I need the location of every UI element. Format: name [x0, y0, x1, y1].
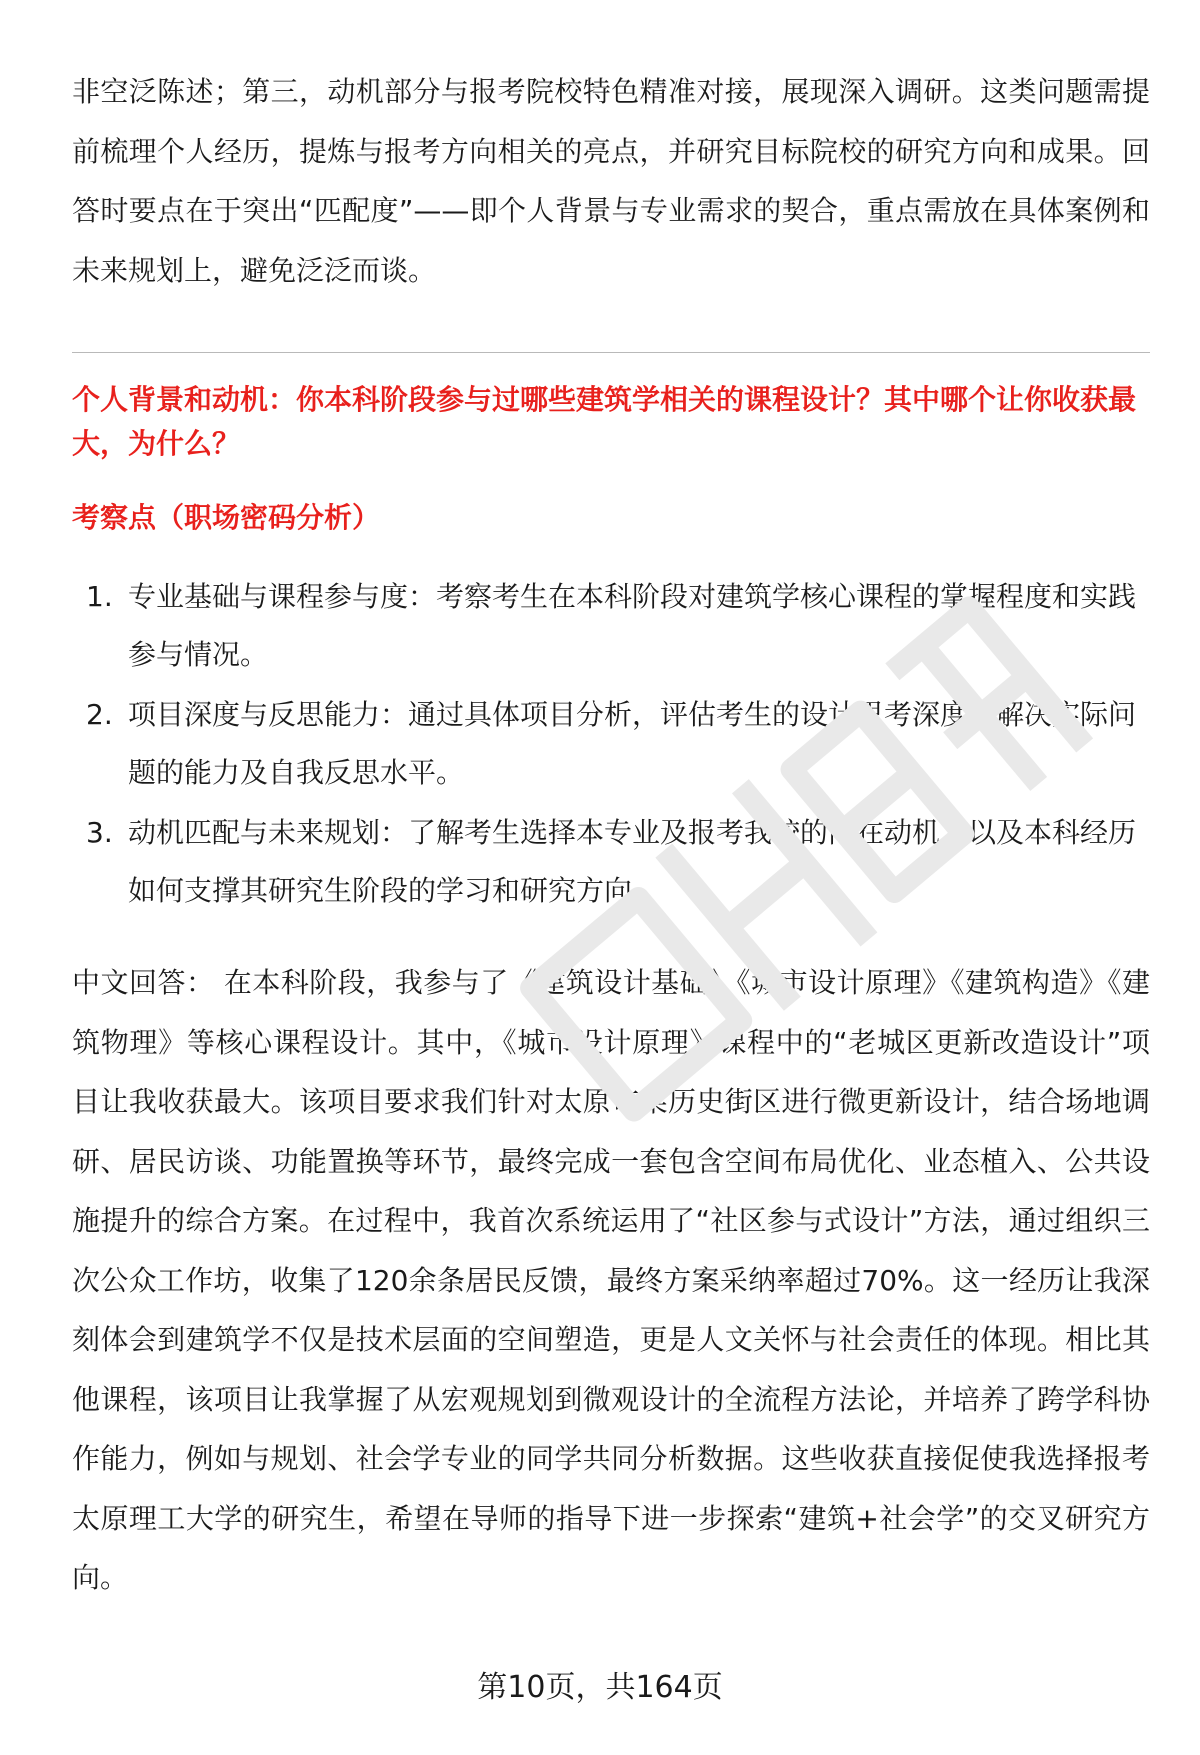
assessment-subheading: 考察点（职场密码分析） — [72, 501, 381, 534]
list-item — [72, 686, 1150, 802]
list-item — [72, 568, 1150, 684]
intro-paragraph: 非空泛陈述；第三，动机部分与报考院校特色精准对接，展现深入调研。这类问题需提前梳理个人经历，提炼与报考方向相关的亮点，并研究目标院校的研究方向和成果。回答时要点在于突出“匹配度”——即个人背景与专业需求的契合，重点需放在具体案例和未来规划上，避免泛泛而谈。 — [72, 75, 1150, 287]
list-item-number: 3. — [86, 816, 113, 849]
intro-section — [72, 62, 1150, 300]
answer-section — [72, 953, 1150, 1608]
list-item-text: 动机匹配与未来规划：了解考生选择本专业及报考我校的内在动机，以及本科经历如何支撑其研究生阶段的学习和研究方向。 — [128, 816, 1137, 907]
list-item-number: 1. — [86, 580, 113, 613]
list-item — [72, 804, 1150, 920]
list-item-text: 项目深度与反思能力：通过具体项目分析，评估考生的设计思考深度、解决实际问题的能力及自我反思水平。 — [128, 698, 1137, 789]
section-divider — [72, 352, 1150, 353]
question-heading: 个人背景和动机：你本科阶段参与过哪些建筑学相关的课程设计？其中哪个让你收获最大，为什么？ — [72, 383, 1137, 460]
list-item-number: 2. — [86, 698, 113, 731]
page-footer: 第10页，共164页 — [477, 1670, 723, 1705]
assessment-points-list — [72, 568, 1150, 922]
answer-paragraph: 中文回答： 在本科阶段，我参与了《建筑设计基础》《城市设计原理》《建筑构造》《建筑物理》等核心课程设计。其中，《城市设计原理》课程中的“老城区更新改造设计”项目让我收获最大。该项目要求我们针对太原市某历史街区进行微更新设计，结合场地调研、居民访谈、功能置换等环节，最终完成一套包含空间布局优化、业态植入、公共设施提升的综合方案。在过程中，我首次系统运用了“社区参与式设计”方法，通过组织三次公众工作坊，收集了120余条居民反馈，最终方案采纳率超过70%。这一经历让我深刻体会到建筑学不仅是技术层面的空间塑造，更是人文关怀与社会责任的体现。相比其他课程，该项目让我掌握了从宏观规划到微观设计的全流程方法论，并培养了跨学科协作能力，例如与规划、社会学专业的同学共同分析数据。这些收获直接促使我选择报考太原理工大学的研究生，希望在导师的指导下进一步探索“建筑+社会学”的交叉研究方向。 — [72, 966, 1150, 1594]
list-item-text: 专业基础与课程参与度：考察考生在本科阶段对建筑学核心课程的掌握程度和实践参与情况。 — [128, 580, 1137, 671]
